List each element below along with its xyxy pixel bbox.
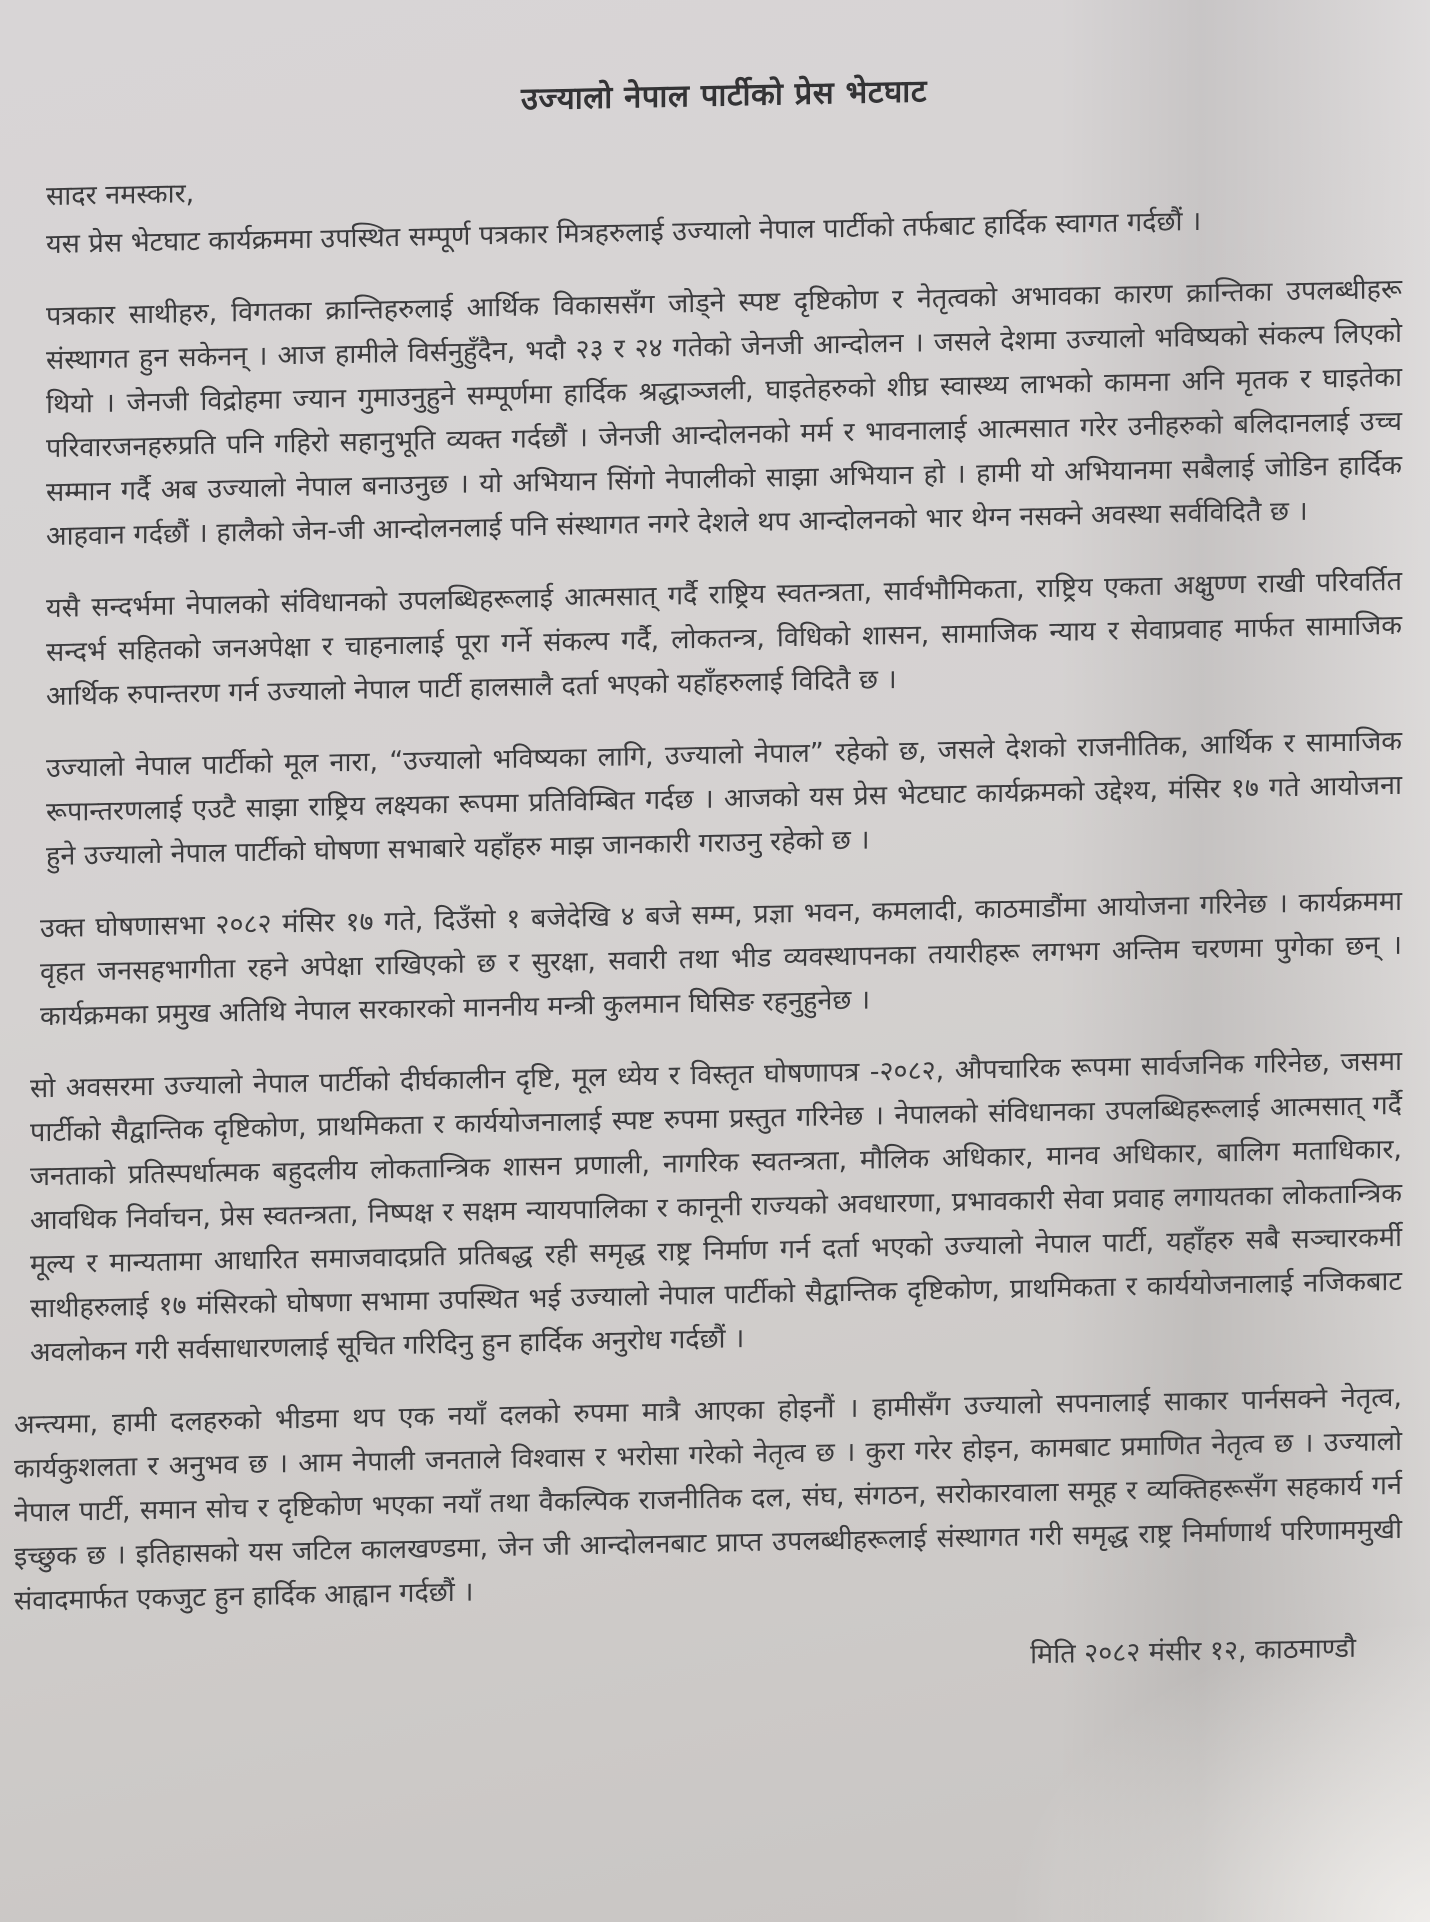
paragraph-7: अन्त्यमा, हामी दलहरुको भीडमा थप एक नयाँ दलको रुपमा मात्रै आएका होइनौं । हामीसँग उज्यालो सपनालाई साकार पार्नसक्ने नेतृत्व, कार्यकुशलता र अनुभव छ । आम नेपाली जनताले विश्वास र भरोसा गरेको नेतृत्व छ । कुरा गरेर होइन, कामबाट प्रमाणित नेतृत्व छ । उज्यालो नेपाल पार्टी, समान सोच र दृष्टिकोण भएका नयाँ तथा वैकल्पिक राजनीतिक दल, संघ, संगठन, सरोकारवाला समूह र व्यक्तिहरूसँग सहकार्य गर्न इच्छुक छ । इतिहासको यस जटिल कालखण्डमा, जेन जी आन्दोलनबाट प्राप्त उपलब्धीहरूलाई संस्थागत गरी समृद्ध राष्ट्र निर्माणार्थ परिणाममुखी संवादमार्फत एकजुट हुन हार्दिक आह्वान गर्दछौं । bbox=[14, 1381, 1402, 1617]
greeting-line: सादर नमस्कार, bbox=[46, 178, 195, 213]
paragraph-3: यसै सन्दर्भमा नेपालको संविधानको उपलब्धिहरूलाई आत्मसात् गर्दै राष्ट्रिय स्वतन्त्रता, सार्वभौमिकता, राष्ट्रिय एकता अक्षुण्ण राखी परिवर्तित सन्दर्भ सहितको जनअपेक्षा र चाहनालाई पूरा गर्ने संकल्प गर्दै, लोकतन्त्र, विधिको शासन, सामाजिक न्याय र सेवाप्रवाह मार्फत सामाजिक आर्थिक रुपान्तरण गर्न उज्यालो नेपाल पार्टी हालसालै दर्ता भएको यहाँहरुलाई विदितै छ । bbox=[46, 565, 1402, 713]
document-title: उज्यालो नेपाल पार्टीको प्रेस भेटघाट bbox=[521, 73, 927, 118]
paragraph-2: पत्रकार साथीहरु, विगतका क्रान्तिहरुलाई आर्थिक विकाससँग जोड्ने स्पष्ट दृष्टिकोण र नेतृत्वको अभावका कारण क्रान्तिका उपलब्धीहरू संस्थागत हुन सकेनन् । आज हामीले विर्सनुहुँदैन, भदौ २३ र २४ गतेको जेनजी आन्दोलन । जसले देशमा उज्यालो भविष्यको संकल्प लिएको थियो । जेनजी विद्रोहमा ज्यान गुमाउनुहुने सम्पूर्णमा हार्दिक श्रद्धाञ्जली, घाइतेहरुको शीघ्र स्वास्थ्य लाभको कामना अनि मृतक र घाइतेका परिवारजनहरुप्रति पनि गहिरो सहानुभूति व्यक्त गर्दछौं । जेनजी आन्दोलनको मर्म र भावनालाई आत्मसात गरेर उनीहरुको बलिदानलाई उच्च सम्मान गर्दै अब उज्यालो नेपाल बनाउनुछ । यो अभियान सिंगो नेपालीको साझा अभियान हो । हामी यो अभियानमा सबैलाई जोडिन हार्दिक आहवान गर्दछौं । हालैको जेन-जी आन्दोलनलाई पनि संस्थागत नगरे देशले थप आन्दोलनको भार थेग्न नसक्ने अवस्था सर्वविदितै छ । bbox=[46, 273, 1402, 553]
paragraph-5: उक्त घोषणासभा २०८२ मंसिर १७ गते, दिउँसो १ बजेदेखि ४ बजे सम्म, प्रज्ञा भवन, कमलादी, काठमाडौंमा आयोजना गरिनेछ । कार्यक्रममा वृहत जनसहभागीता रहने अपेक्षा राखिएको छ र सुरक्षा, सवारी तथा भीड व्यवस्थापनका तयारीहरू लगभग अन्तिम चरणमा पुगेका छन् । कार्यक्रमका प्रमुख अतिथि नेपाल सरकारको माननीय मन्त्री कुलमान घिसिङ रहनुहुनेछ । bbox=[40, 885, 1402, 1033]
dateline: मिति २०८२ मंसीर १२, काठमाण्डौ bbox=[1030, 1632, 1356, 1671]
paragraph-1: यस प्रेस भेटघाट कार्यक्रममा उपस्थित सम्पूर्ण पत्रकार मित्रहरुलाई उज्यालो नेपाल पार्टीको तर्फबाट हार्दिक स्वागत गर्दछौं । bbox=[46, 205, 1202, 261]
paragraph-4: उज्यालो नेपाल पार्टीको मूल नारा, “उज्यालो भविष्यका लागि, उज्यालो नेपाल” रहेको छ, जसले देशको राजनीतिक, आर्थिक र सामाजिक रूपान्तरणलाई एउटै साझा राष्ट्रिय लक्ष्यका रूपमा प्रतिविम्बित गर्दछ । आजको यस प्रेस भेटघाट कार्यक्रमको उद्देश्य, मंसिर १७ गते आयोजना हुने उज्यालो नेपाल पार्टीको घोषणा सभाबारे यहाँहरु माझ जानकारी गराउनु रहेको छ । bbox=[46, 725, 1402, 873]
paragraph-6: सो अवसरमा उज्यालो नेपाल पार्टीको दीर्घकालीन दृष्टि, मूल ध्येय र विस्तृत घोषणापत्र -२०८२, औपचारिक रूपमा सार्वजनिक गरिनेछ, जसमा पार्टीको सैद्वान्तिक दृष्टिकोण, प्राथमिकता र कार्ययोजनालाई स्पष्ट रुपमा प्रस्तुत गरिनेछ । नेपालको संविधानका उपलब्धिहरूलाई आत्मसात् गर्दै जनताको प्रतिस्पर्धात्मक बहुदलीय लोकतान्त्रिक शासन प्रणाली, नागरिक स्वतन्त्रता, मौलिक अधिकार, मानव अधिकार, बालिग मताधिकार, आवधिक निर्वाचन, प्रेस स्वतन्त्रता, निष्पक्ष र सक्षम न्यायपालिका र कानूनी राज्यको अवधारणा, प्रभावकारी सेवा प्रवाह लगायतका लोकतान्त्रिक मूल्य र मान्यतामा आधारित समाजवादप्रति प्रतिबद्ध रही समृद्ध राष्ट्र निर्माण गर्न दर्ता भएको उज्यालो नेपाल पार्टी, यहाँहरु सबै सञ्चारकर्मी साथीहरुलाई १७ मंसिरको घोषणा सभामा उपस्थित भई उज्यालो नेपाल पार्टीको सैद्वान्तिक दृष्टिकोण, प्राथमिकता र कार्ययोजनालाई नजिकबाट अवलोकन गरी सर्वसाधारणलाई सूचित गरिदिनु हुन हार्दिक अनुरोध गर्दछौं । bbox=[30, 1045, 1402, 1369]
